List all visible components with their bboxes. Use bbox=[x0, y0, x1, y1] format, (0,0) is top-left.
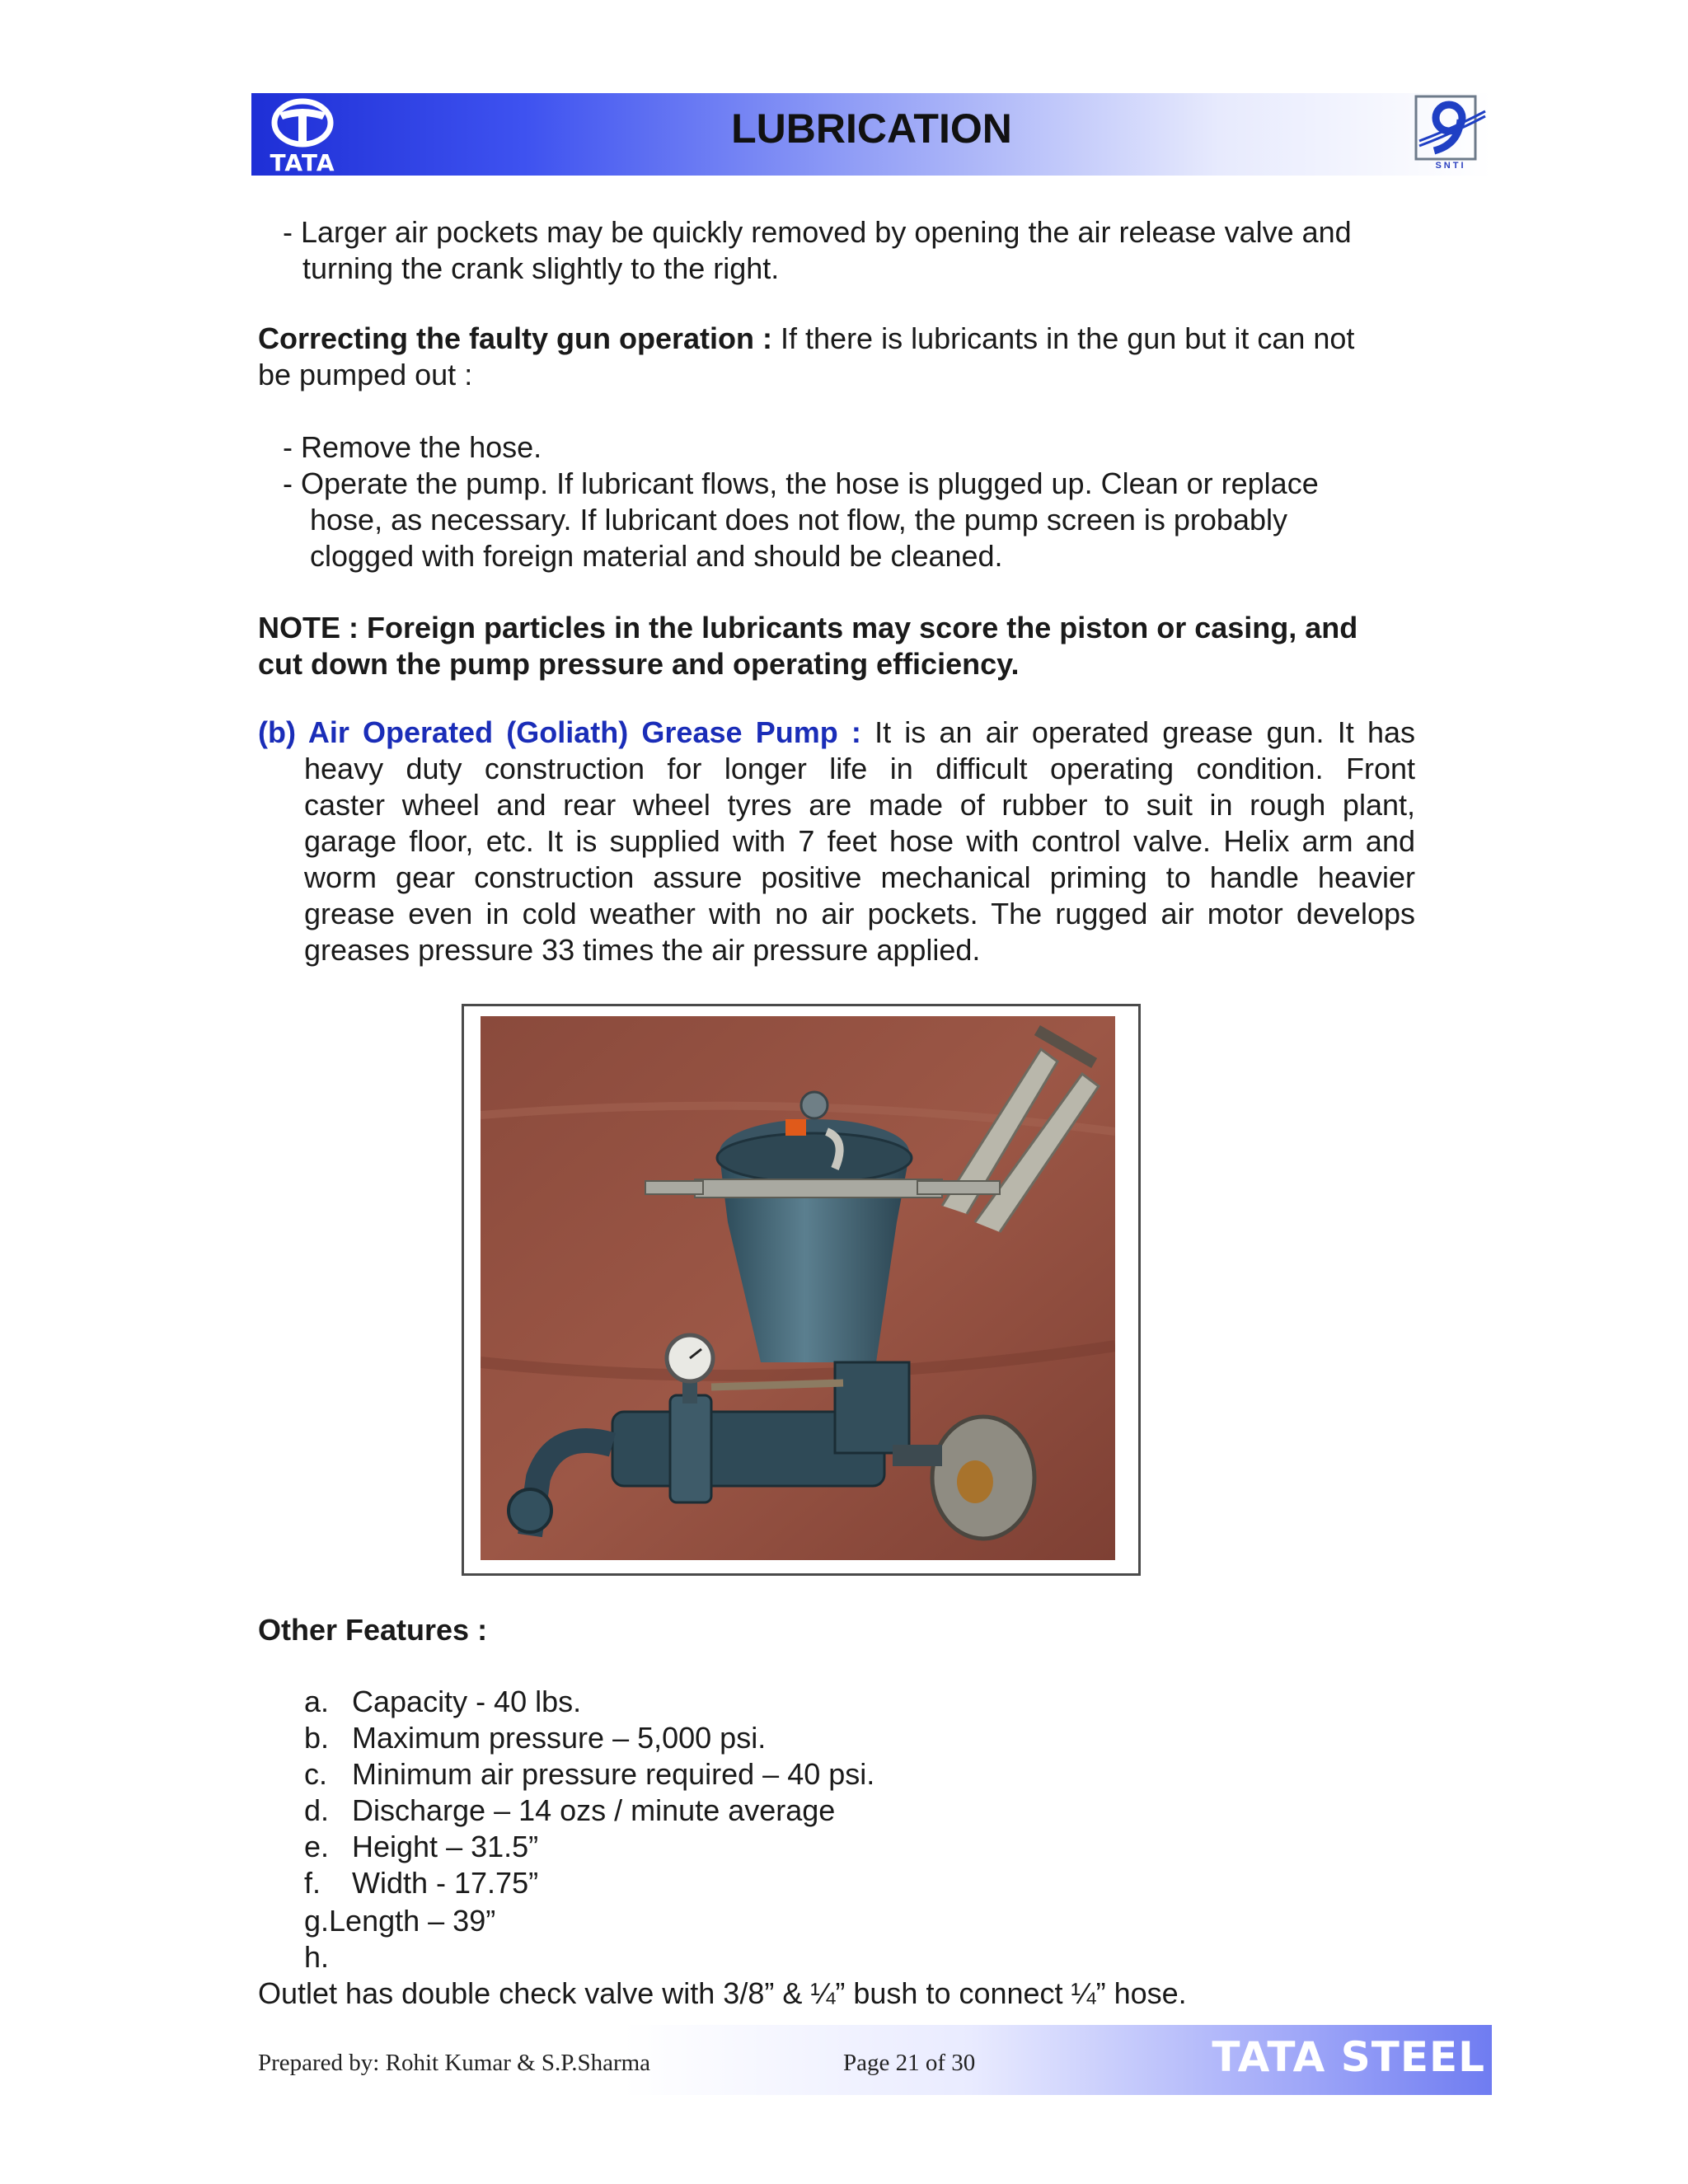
tata-steel-logo: TATA STEEL bbox=[1212, 2033, 1485, 2081]
snti-logo-text: SNTI bbox=[1435, 161, 1466, 171]
feature-max-pressure: Maximum pressure – 5,000 psi. bbox=[352, 1721, 767, 1755]
page-number: Page 21 of 30 bbox=[843, 2050, 976, 2076]
feature-height: Height – 31.5” bbox=[352, 1830, 539, 1863]
goliath-line-3: caster wheel and rear wheel tyres are made of rubber to suit in rough plant, bbox=[304, 788, 1415, 822]
feature-marker-f: f. bbox=[304, 1866, 321, 1900]
feature-marker-c: c. bbox=[304, 1757, 328, 1791]
faulty-gun-paragraph bbox=[258, 321, 1354, 357]
goliath-line-5: worm gear construction assure positive mechanical priming to handle heavier bbox=[304, 860, 1415, 894]
feature-marker-g: g. bbox=[304, 1904, 330, 1938]
note-line-2: cut down the pump pressure and operating efficiency. bbox=[258, 647, 1020, 681]
goliath-text-1: It is an air operated grease gun. It has bbox=[860, 715, 1415, 749]
step-operate-pump-line-3: clogged with foreign material and should be cleaned. bbox=[310, 539, 1003, 573]
air-pocket-line-1: - Larger air pockets may be quickly removed by opening the air release valve and bbox=[283, 215, 1352, 249]
snti-logo bbox=[1409, 93, 1492, 176]
feature-length: Length – 39” bbox=[329, 1904, 496, 1938]
air-pocket-line-2: turning the crank slightly to the right. bbox=[302, 251, 780, 285]
faulty-gun-text-2: be pumped out : bbox=[258, 358, 473, 391]
faulty-gun-text-1: If there is lubricants in the gun but it can not bbox=[772, 321, 1355, 355]
snti-emblem-icon bbox=[1409, 93, 1492, 162]
grease-pump-photo bbox=[481, 1016, 1115, 1560]
grease-pump-photo-frame bbox=[462, 1004, 1141, 1576]
page-title: LUBRICATION bbox=[731, 105, 1012, 152]
goliath-heading: (b) Air Operated (Goliath) Grease Pump : bbox=[258, 715, 861, 749]
footer-banner bbox=[251, 2025, 1492, 2095]
goliath-line-4: garage floor, etc. It is supplied with 7 feet hose with control valve. Helix arm and bbox=[304, 824, 1415, 858]
faulty-gun-heading: Correcting the faulty gun operation : bbox=[258, 321, 773, 355]
feature-length-line bbox=[304, 1903, 495, 1939]
header-banner bbox=[251, 93, 1492, 176]
prepared-by: Prepared by: Rohit Kumar & S.P.Sharma bbox=[258, 2050, 651, 2076]
step-operate-pump-line-1: - Operate the pump. If lubricant flows, the hose is plugged up. Clean or replace bbox=[283, 466, 1319, 500]
note-line-1: NOTE : Foreign particles in the lubricants may score the piston or casing, and bbox=[258, 611, 1358, 644]
feature-capacity: Capacity - 40 lbs. bbox=[352, 1685, 582, 1718]
feature-marker-b: b. bbox=[304, 1721, 330, 1755]
goliath-line-7: greases pressure 33 times the air pressure applied. bbox=[304, 933, 981, 967]
outlet-note: Outlet has double check valve with 3/8” & ¼” bush to connect ¼” hose. bbox=[258, 1976, 1187, 2010]
goliath-line-6: grease even in cold weather with no air pockets. The rugged air motor develops bbox=[304, 897, 1415, 930]
tata-logo-text: TATA bbox=[270, 149, 335, 176]
feature-width: Width - 17.75” bbox=[352, 1866, 539, 1900]
goliath-line-2: heavy duty construction for longer life in difficult operating condition. Front bbox=[304, 752, 1415, 785]
feature-min-air-pressure: Minimum air pressure required – 40 psi. bbox=[352, 1757, 875, 1791]
step-operate-pump-line-2: hose, as necessary. If lubricant does not flow, the pump screen is probably bbox=[310, 503, 1287, 537]
feature-marker-e: e. bbox=[304, 1830, 330, 1863]
feature-discharge: Discharge – 14 ozs / minute average bbox=[352, 1793, 836, 1827]
feature-marker-h: h. bbox=[304, 1940, 330, 1974]
feature-marker-d: d. bbox=[304, 1793, 330, 1827]
goliath-first-line bbox=[258, 715, 1415, 751]
feature-marker-a: a. bbox=[304, 1685, 330, 1718]
other-features-heading: Other Features : bbox=[258, 1613, 488, 1647]
step-remove-hose: - Remove the hose. bbox=[283, 430, 542, 464]
